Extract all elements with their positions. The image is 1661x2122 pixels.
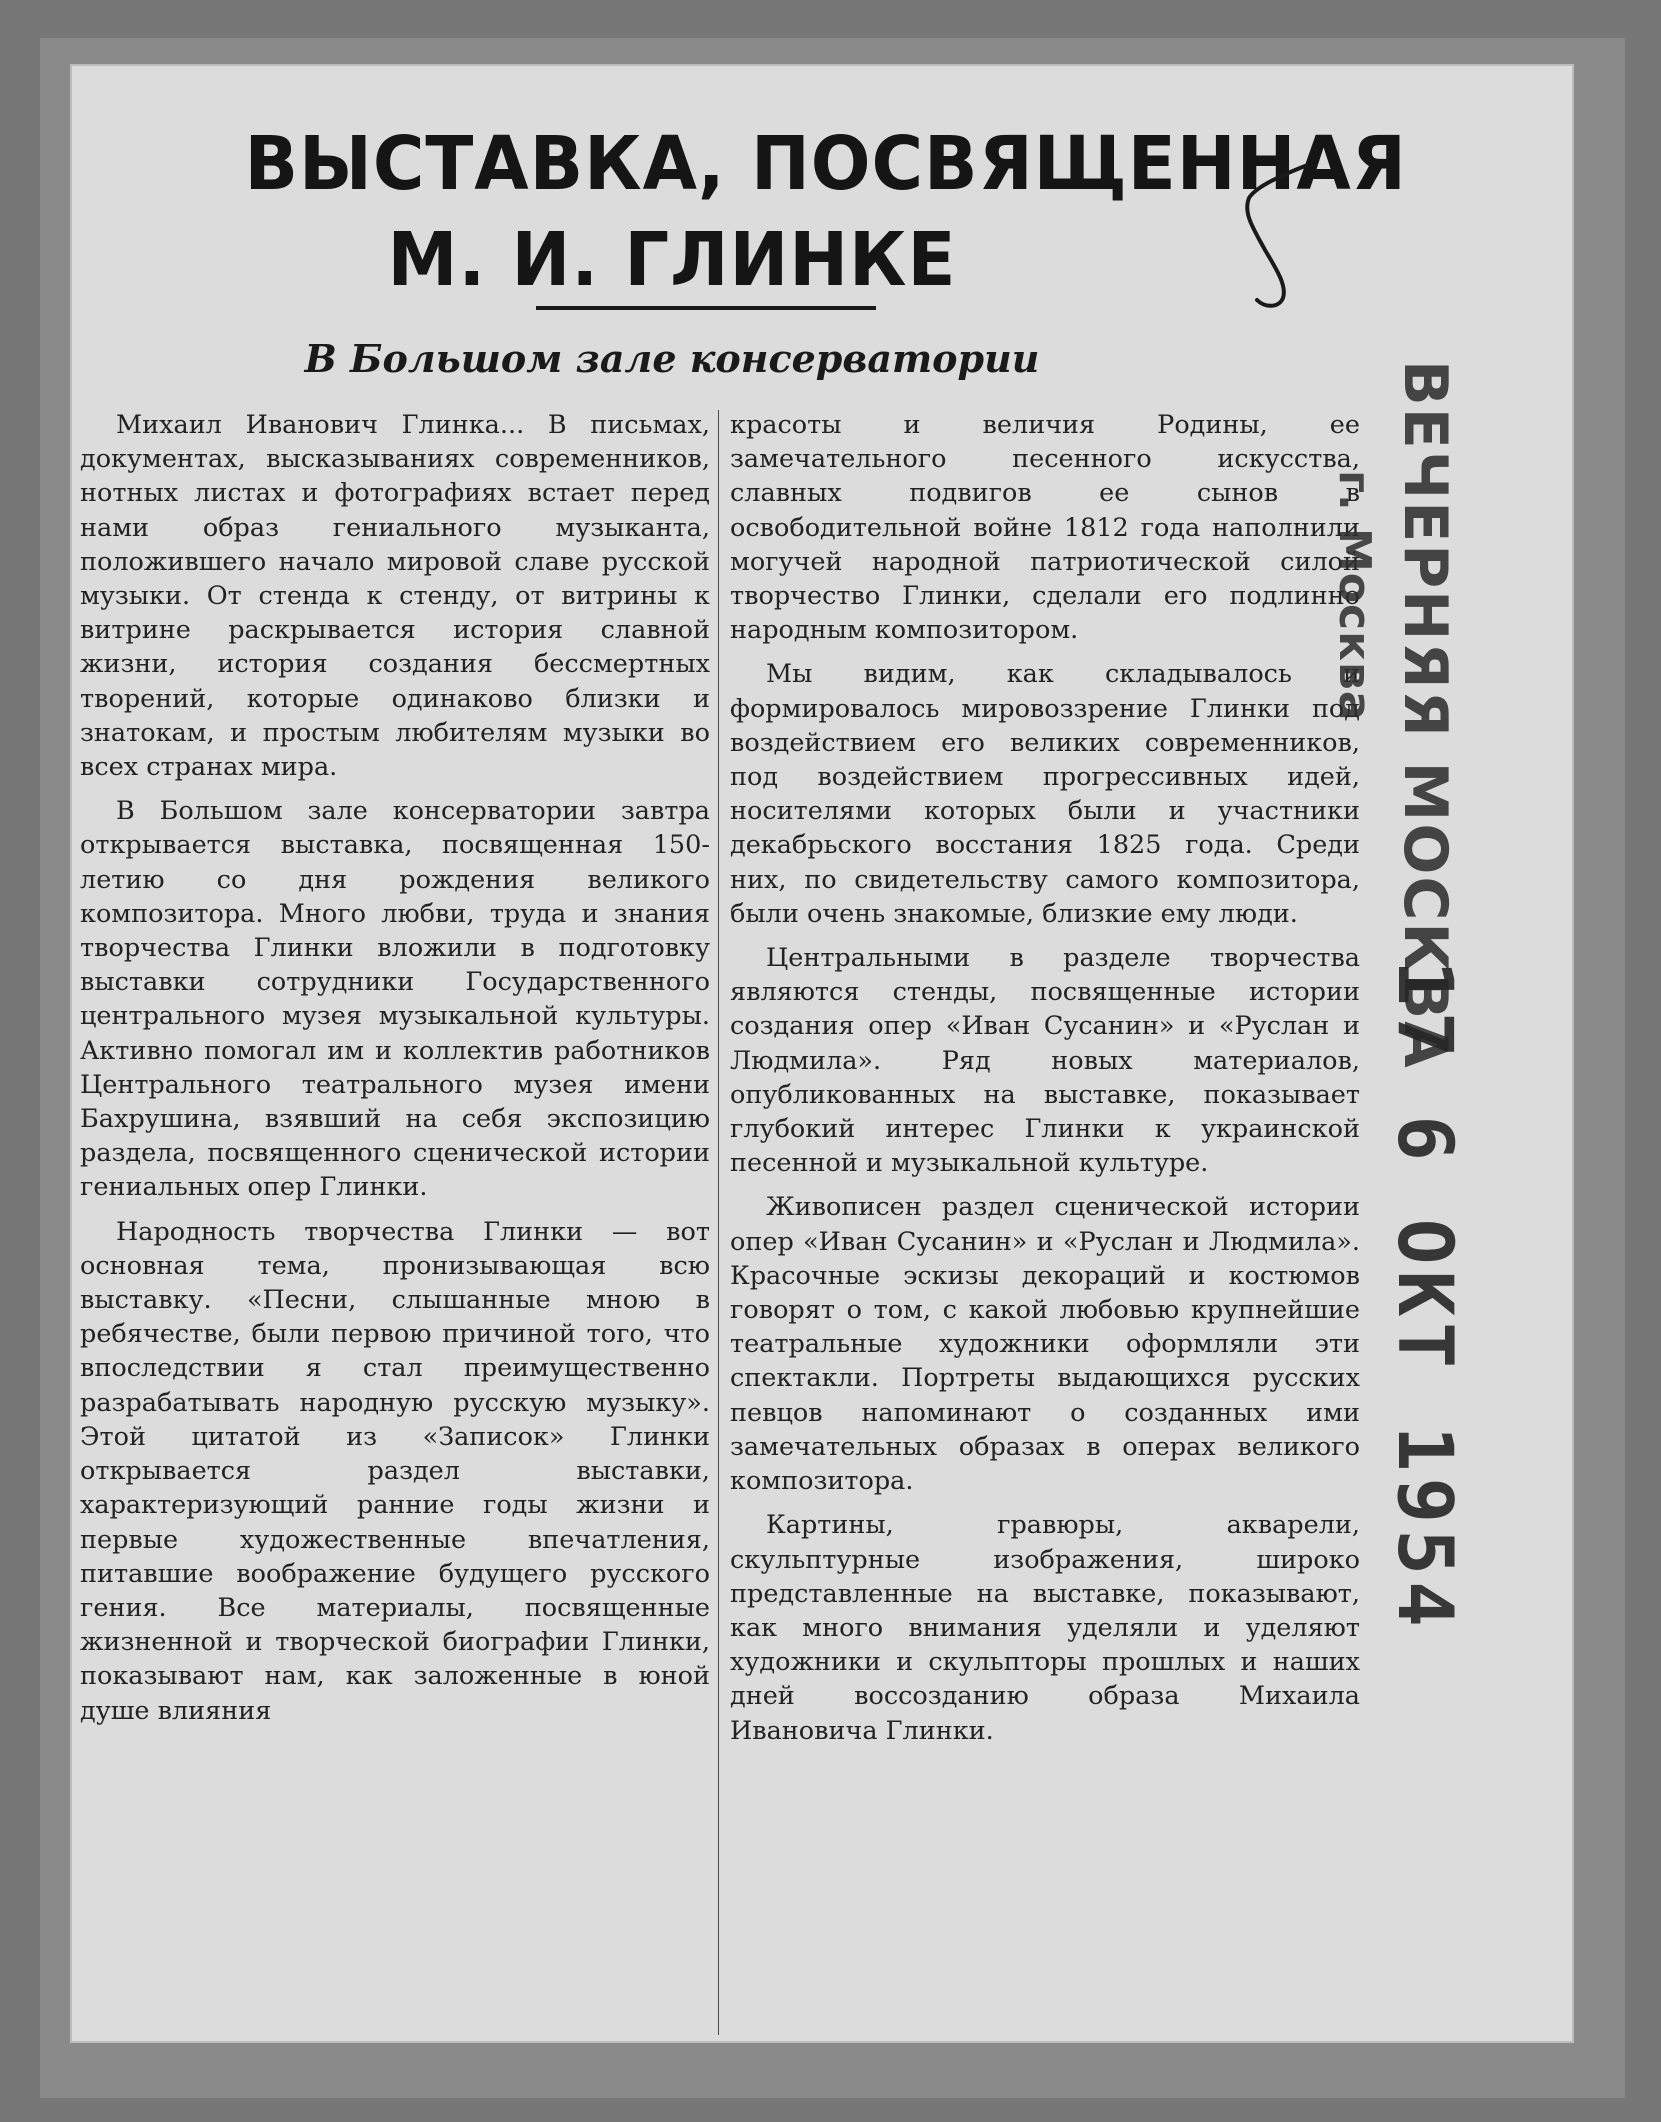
paragraph: Картины, гравюры, акварели, скульптурные изображения, широко представленные на выставке, показывают, как много внимания уделяли и уделяют художники и скульпторы прошлых и наших дней воссозданию образа Михаила Ивановича Глинки. <box>730 1510 1360 1746</box>
paragraph: Живописен раздел сценической истории опер «Иван Сусанин» и «Руслан и Людмила». Красочные эскизы декораций и костюмов говорят о том, с какой любовью крупнейшие театральные художники оформляли эти спектакли. Портреты выдающихся русских певцов напоминают о созданных ими замечательных образах в операх великого композитора. <box>730 1192 1360 1497</box>
paragraph: Михаил Иванович Глинка... В письмах, документах, высказываниях современников, нотных листах и фотографиях встает перед нами образ гениального музыканта, положившего начало мировой славе русской музыки. От стенда к стенду, от витрины к витрине раскрывается история славной жизни, история создания бессмертных творений, которые одинаково близки и знатокам, и простым любителям музыки во всех странах мира. <box>80 410 710 783</box>
headline-line-1: ВЫСТАВКА, ПОСВЯЩЕННАЯ <box>244 121 1407 207</box>
handwritten-note-5 <box>1235 158 1325 318</box>
headline-line-2: М. И. ГЛИНКЕ <box>387 217 957 303</box>
paragraph: Центральными в разделе творчества являются стенды, посвященные истории создания опер «Иван Сусанин» и «Руслан и Людмила». Ряд новых материалов, опубликованных на выставке, показывает глубокий интерес Глинки к украинской песенной и музыкальной культуре. <box>730 943 1360 1179</box>
article-column-right <box>730 408 1360 1758</box>
stamp-newspaper-name: ВЕЧЕРНЯЯ МОСКВА <box>1390 360 1460 1070</box>
paragraph: Народность творчества Глинки — вот основная тема, пронизывающая всю выставку. «Песни, слышанные мною в ребячестве, были первою причиной того, что впоследствии я стал преимущественно разрабатывать народную русскую музыку». Этой цитатой из «Записок» Глинки открывается раздел выставки, характеризующий ранние годы жизни и первые художественные впечатления, питавшие воображение будущего русского гения. Все материалы, посвященные жизненной и творческой биографии Глинки, показывают нам, как заложенные в юной душе влияния <box>80 1216 710 1726</box>
newspaper-clipping <box>72 66 1572 2041</box>
paragraph: красоты и величия Родины, ее замечательного песенного искусства, славных подвигов ее сынов в освободительной войне 1812 года наполнили могучей народной патриотической силой творчество Глинки, сделали его подлинно народным композитором. <box>730 410 1360 646</box>
paragraph: Мы видим, как складывалось и формировалось мировоззрение Глинки под воздействием его великих современников, под воздействием прогрессивных идей, носителями которых были и участники декабрьского восстания 1825 года. Среди них, по свидетельству самого композитора, были очень знакомые, близкие ему люди. <box>730 659 1360 929</box>
column-divider <box>718 410 719 2035</box>
stamp-date: 17 6 ОКТ 1954 <box>1381 960 1470 1633</box>
article-column-left <box>80 408 710 1738</box>
paragraph: В Большом зале консерватории завтра открывается выставка, посвященная 150-летию со дня рождения великого композитора. Много любви, труда и знания творчества Глинки вложили в подготовку выставки сотрудники Государственного центрального музея музыкальной культуры. Активно помогал им и коллектив работников Центрального театрального музея имени Бахрушина, взявший на себя экспозицию раздела, посвященного сценической истории гениальных опер Глинки. <box>80 796 710 1203</box>
subtitle: В Большом зале консерватории <box>304 336 1040 381</box>
stamp-city: г. Москва <box>1329 470 1380 722</box>
headline-rule <box>536 306 876 310</box>
headline <box>244 116 1407 308</box>
